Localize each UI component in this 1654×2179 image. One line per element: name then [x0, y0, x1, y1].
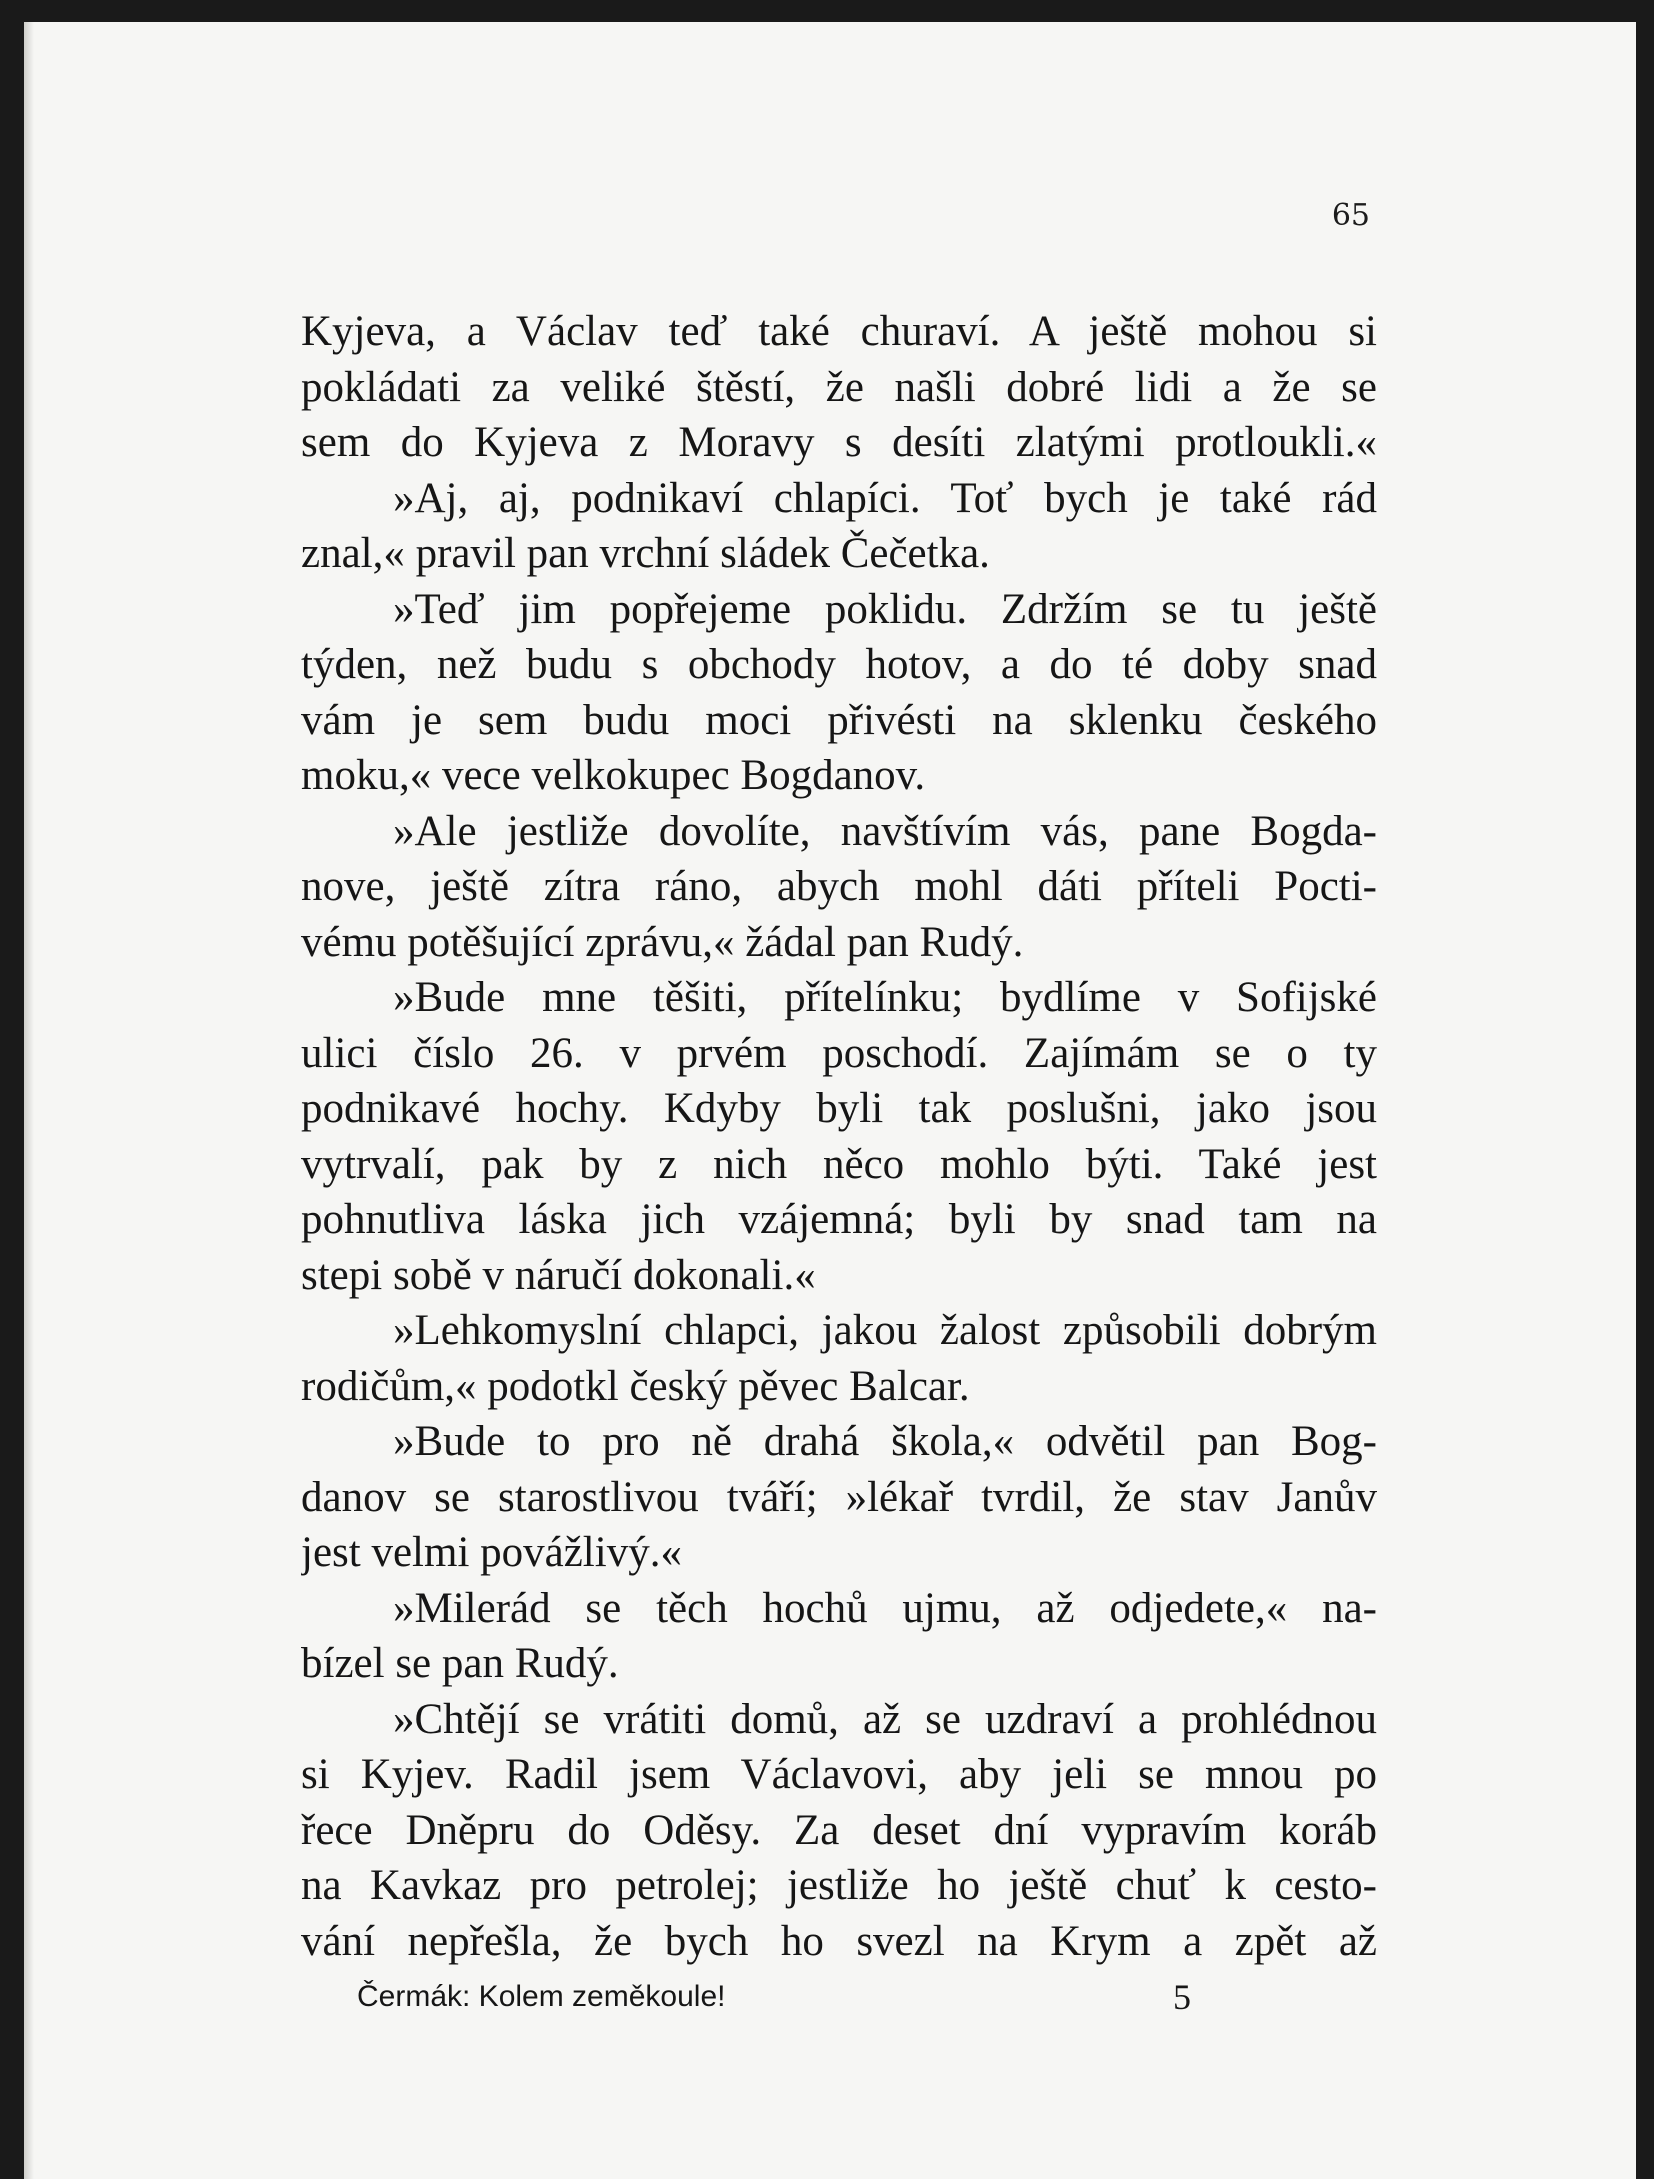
text-line: jest velmi povážlivý.«: [301, 1529, 682, 1576]
text-line: »Aj, aj, podnikaví chlapíci. Toť bych je také rád: [393, 474, 1377, 522]
text-line: vám je sem budu moci přivésti na sklenku českého: [301, 696, 1377, 744]
text-line: vytrvalí, pak by z nich něco mohlo býti. Také jest: [301, 1140, 1377, 1188]
text-line: řece Dněpru do Oděsy. Za deset dní vypravím koráb: [301, 1806, 1377, 1854]
text-line: danov se starostlivou tváří; »lékař tvrdil, že stav Janův: [301, 1473, 1377, 1521]
text-line: »Lehkomyslní chlapci, jakou žalost způsobili dobrým: [393, 1307, 1377, 1354]
text-line: Kyjeva, a Václav teď také churaví. A ještě mohou si: [301, 308, 1377, 355]
text-line: »Chtějí se vrátiti domů, až se uzdraví a prohlédnou: [393, 1695, 1377, 1743]
text-line: sem do Kyjeva z Moravy s desíti zlatými protloukli.«: [301, 419, 1377, 466]
text-line: vání nepřešla, že bych ho svezl na Krym a zpět až: [301, 1917, 1377, 1965]
text-line: pokládati za veliké štěstí, že našli dobré lidi a že se: [301, 363, 1377, 411]
text-line: ulici číslo 26. v prvém poschodí. Zajímám se o ty: [301, 1029, 1377, 1077]
text-line: znal,« pravil pan vrchní sládek Čečetka.: [301, 530, 990, 577]
text-line: týden, než budu s obchody hotov, a do té doby snad: [301, 641, 1377, 688]
page-number: 65: [1331, 198, 1370, 233]
text-line: »Teď jim popřejeme poklidu. Zdržím se tu ještě: [393, 585, 1377, 633]
page-edge-shadow: [24, 22, 34, 2179]
text-line: rodičům,« podotkl český pěvec Balcar.: [301, 1362, 970, 1410]
text-line: si Kyjev. Radil jsem Václavovi, aby jeli se mnou po: [301, 1751, 1377, 1798]
text-line: vému potěšující zprávu,« žádal pan Rudý.: [301, 918, 1024, 966]
signature-mark: 5: [1173, 1977, 1191, 2017]
text-line: pohnutliva láska jich vzájemná; byli by snad tam na: [301, 1196, 1377, 1243]
text-line: podnikavé hochy. Kdyby byli tak poslušni, jako jsou: [301, 1085, 1377, 1132]
text-line: »Ale jestliže dovolíte, navštívím vás, pane Bogda-: [393, 807, 1377, 855]
text-line: stepi sobě v náručí dokonali.«: [301, 1251, 816, 1299]
text-line: nove, ještě zítra ráno, abych mohl dáti příteli Pocti-: [301, 863, 1377, 910]
text-line: »Bude to pro ně drahá škola,« odvětil pan Bog-: [393, 1418, 1377, 1465]
text-line: na Kavkaz pro petrolej; jestliže ho ještě chuť k cesto-: [301, 1862, 1377, 1909]
text-line: »Bude mne těšiti, přítelínku; bydlíme v Sofijské: [393, 974, 1377, 1021]
text-line: moku,« vece velkokupec Bogdanov.: [301, 752, 926, 799]
page-body-text: [301, 304, 1377, 1969]
text-line: »Milerád se těch hochů ujmu, až odjedete,« na-: [393, 1584, 1377, 1632]
book-page: [24, 22, 1636, 2179]
footer-book-title: Čermák: Kolem zeměkoule!: [357, 1980, 726, 2013]
text-line: bízel se pan Rudý.: [301, 1640, 619, 1687]
